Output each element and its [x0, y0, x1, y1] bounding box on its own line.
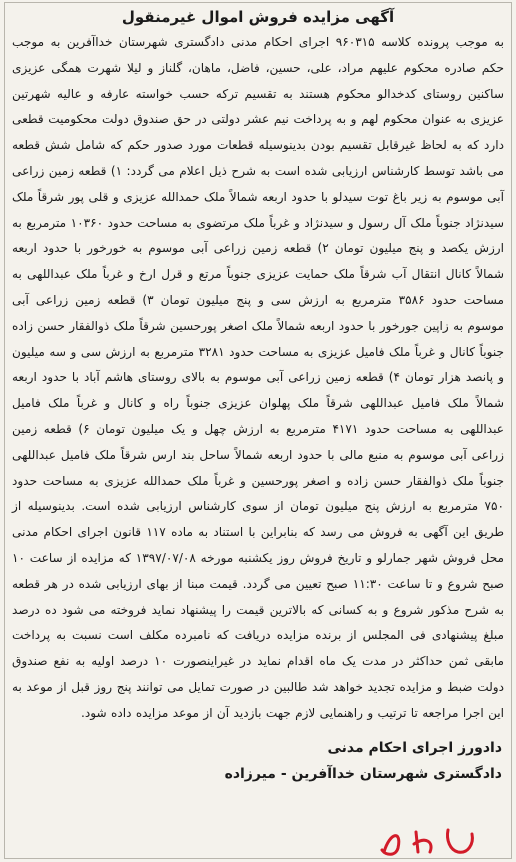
signature-block	[8, 735, 502, 787]
notice-body: به موجب پرونده کلاسه ۹۶۰۳۱۵ اجرای احکام مدنی دادگستری شهرستان خداآفرین به موجب حکم صادره محکوم علیهم مراد، علی، حسین، فاضل، ماهان، گلناز و لیلا شهرت همگی عزیزی ساکنین روستای کدخدالو محکوم هستند به تقسیم ترکه حسب خواسته عارفه و عالیه شهرتین عزیزی به عنوان محکوم لهم و به پرداخت نیم عشر دولتی در حق صندوق دولت محکومیت قطعی دارد که به لحاظ غیرقابل تقسیم بودن بدینوسیله قطعات مورد صدور حکم که شامل شش قطعه می باشد توسط کارشناس ارزیابی شده است به شرح ذیل اعلام می گردد: ۱) قطعه زمین زراعی آبی موسوم به زیر باغ توت سیدلو با حدود اربعه شمالاً ملک حمدالله عزیزی و قلی پور شرقاً ملک سیدنژاد جنوباً ملک آل رسول و سیدنژاد و غرباً ملک مرتضوی به مساحت حدود ۱۰۳۶۰ مترمربع به ارزش یکصد و پنج میلیون تومان ۲) قطعه زمین زراعی آبی موسوم به خورخور با حدود اربعه شمالاً کانال انتقال آب شرقاً ملک حمایت عزیزی جنوباً مرتع و قرل ارخ و غرباً ملک عبداللهی به مساحت حدود ۳۵۸۶ مترمربع به ارزش سی و پنج میلیون تومان ۳) قطعه زمین زراعی آبی موسوم به زاپین جورخور با حدود اربعه شمالاً ملک اصغر پورحسین شرقاً ملک ذوالفقار حسن زاده جنوباً کانال و غرباً ملک فامیل عزیزی به مساحت حدود ۳۲۸۱ مترمربع به ارزش سی و سه میلیون و پانصد هزار تومان ۴) قطعه زمین زراعی آبی موسوم به بالای روستای هاشم آباد با حدود اربعه شمالاً ملک فامیل عبداللهی شرقاً ملک پهلوان عزیزی جنوباً راه و کانال و غرباً ملک فامیل عبداللهی به مساحت حدود ۴۱۷۱ مترمربع به ارزش چهل و یک میلیون تومان ۶) قطعه زمین زراعی آبی موسوم به منبع مالی با حدود اربعه شمالاً ساحل بند ارس شرقاً ملک فامیل عبداللهی جنوباً ملک ذوالفقار حسن زاده و اصغر پورحسین و غرباً ملک حمدالله عزیزی به مساحت حدود ۷۵۰ مترمربع به ارزش پنج میلیون تومان از سوی کارشناس ارزیابی شده است. بدینوسیله از طریق این آگهی به فروش می رسد که بنابراین با استناد به ماده ۱۱۷ قانون اجرای احکام مدنی محل فروش شهر جمارلو و تاریخ فروش روز یکشنبه مورخه ۱۳۹۷/۰۷/۰۸ که مزایده از ساعت ۱۰ صبح شروع و تا ساعت ۱۱:۳۰ صبح تعیین می گردد. قیمت مبنا از بهای ارزیابی شده در هر قطعه به شرح مذکور شروع و به کسانی که بالاترین قیمت را پیشنهاد نماید فروخته می شود ده درصد مبلغ پیشنهادی فی المجلس از برنده مزایده دریافت که نامبرده مکلف است نسبت به پرداخت مابقی ثمن حداکثر در مدت یک ماه اقدام نماید در غیراینصورت ۱۰ درصد اولیه به نفع صندوق دولت ضبط و مزایده تجدید خواهد شد طالبین در صورت تمایل می توانند پنج روز قبل از موعد به این اجرا مراجعه تا ترتیب و راهنمایی لازم جهت بازدید آن از موعد مزایده داده شود.	[12, 35, 505, 720]
handwritten-strokes	[382, 830, 472, 854]
handwritten-number-mark	[376, 822, 486, 862]
signature-line-2: دادگستری شهرستان خداآفرین - میرزاده	[224, 765, 502, 782]
signature-line-1: دادورز اجرای احکام مدنی	[327, 739, 502, 756]
notice-title: آگهی مزایده فروش اموال غیرمنقول	[121, 8, 395, 26]
